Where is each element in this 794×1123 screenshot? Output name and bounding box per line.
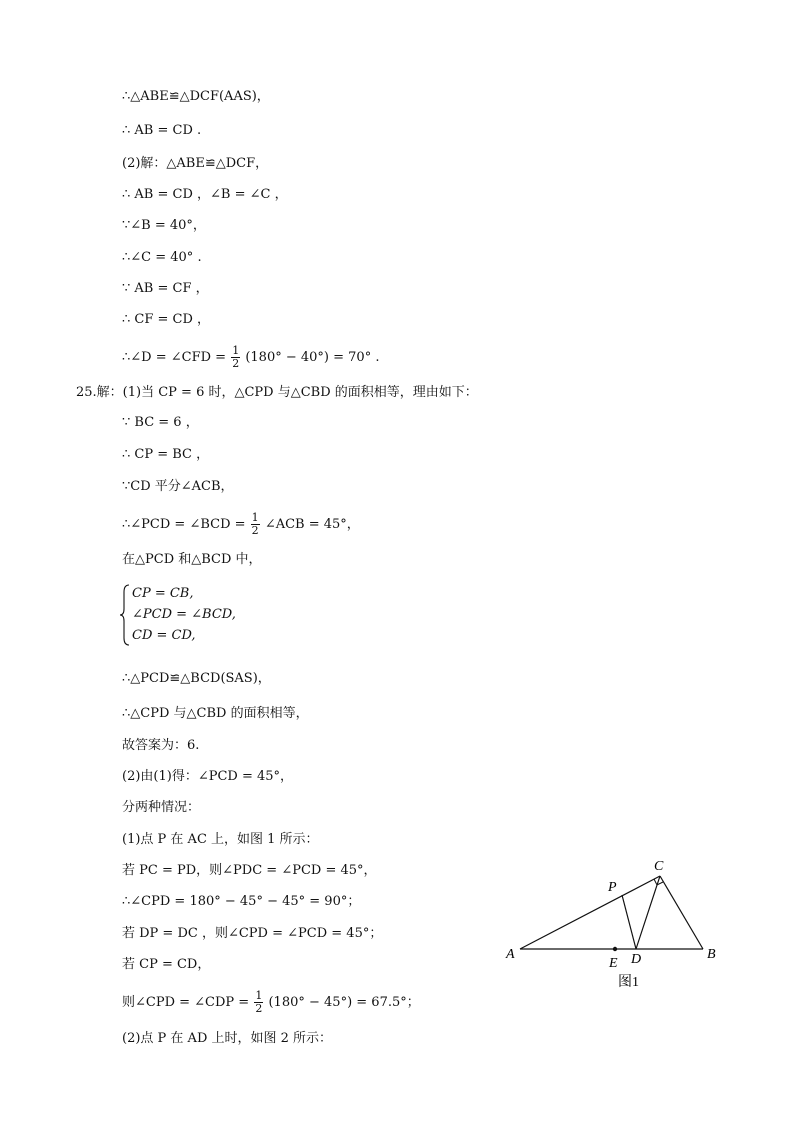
text-line: ∴ AB = CD ，∠B = ∠C ， <box>122 187 288 202</box>
text-line: ∴ CF = CD ， <box>122 312 211 327</box>
text-line: ∵ AB = CF ， <box>122 281 209 296</box>
text-line: 在△PCD 和△BCD 中， <box>122 552 262 567</box>
eq-text: ∠ACB = 45°， <box>264 517 360 532</box>
text-line: ∵ BC = 6 ， <box>122 415 199 430</box>
text-line: ∴ AB = CD . <box>122 123 202 138</box>
text-line: ∴△CPD 与△CBD 的面积相等， <box>122 706 309 721</box>
text-line: (1)点 P 在 AC 上，如图 1 所示： <box>122 832 319 847</box>
text-line: ∴△PCD≌△BCD(SAS)， <box>122 671 271 686</box>
problem-25-heading: 25.解：(1)当 CP = 6 时，△CPD 与△CBD 的面积相等，理由如下： <box>76 385 478 400</box>
text-line: (2)点 P 在 AD 上时，如图 2 所示： <box>122 1031 333 1046</box>
text-line: ∵CD 平分∠ACB， <box>122 479 234 494</box>
segment-cb <box>660 876 703 949</box>
figure-1 <box>500 852 730 992</box>
text-line: 故答案为：6. <box>122 738 200 753</box>
eq-text: (180° − 40°) = 70° . <box>245 350 380 365</box>
text-line: ∴△ABE≌△DCF(AAS)， <box>122 89 270 104</box>
label-p: P <box>608 880 617 895</box>
eq-text: 则∠CPD = ∠CDP = <box>122 995 250 1010</box>
text-line: (2)由(1)得：∠PCD = 45°， <box>122 769 294 784</box>
text-line: 若 CP = CD， <box>122 957 211 972</box>
eq-text: ∴∠D = ∠CFD = <box>122 350 227 365</box>
label-e: E <box>609 956 618 971</box>
text-line: ∵∠B = 40°， <box>122 218 206 233</box>
text-line: (2)解：△ABE≌△DCF， <box>122 156 269 171</box>
system-line: ∠PCD = ∠BCD, <box>132 607 236 622</box>
system-brace <box>120 584 130 646</box>
label-a: A <box>506 947 515 962</box>
label-d: D <box>631 952 642 967</box>
figure-caption: 图1 <box>618 975 639 990</box>
label-c: C <box>654 859 664 874</box>
fraction: $\frac{1}{2}$ <box>251 511 259 537</box>
fraction: $\frac{1}{2}$ <box>232 344 240 370</box>
equation-line <box>122 990 420 1015</box>
eq-text: ∴∠PCD = ∠BCD = <box>122 517 246 532</box>
system-line: CD = CD, <box>132 628 196 643</box>
text-line: ∴ CP = BC ， <box>122 447 210 462</box>
equation-line <box>122 512 360 537</box>
text-line: ∴∠C = 40° . <box>122 250 202 265</box>
text-line: ∴∠CPD = 180° − 45° − 45° = 90°； <box>122 894 361 909</box>
text-line: 分两种情况： <box>122 800 201 815</box>
segment-pd <box>622 895 636 949</box>
system-line: CP = CB, <box>132 586 194 601</box>
label-b: B <box>707 947 716 962</box>
point-e <box>613 947 617 951</box>
fraction: $\frac{1}{2}$ <box>255 989 263 1015</box>
text-line: 若 DP = DC ，则∠CPD = ∠PCD = 45°； <box>122 926 383 941</box>
eq-text: (180° − 45°) = 67.5°； <box>268 995 420 1010</box>
equation-line <box>122 345 379 370</box>
text-line: 若 PC = PD，则∠PDC = ∠PCD = 45°， <box>122 863 377 878</box>
